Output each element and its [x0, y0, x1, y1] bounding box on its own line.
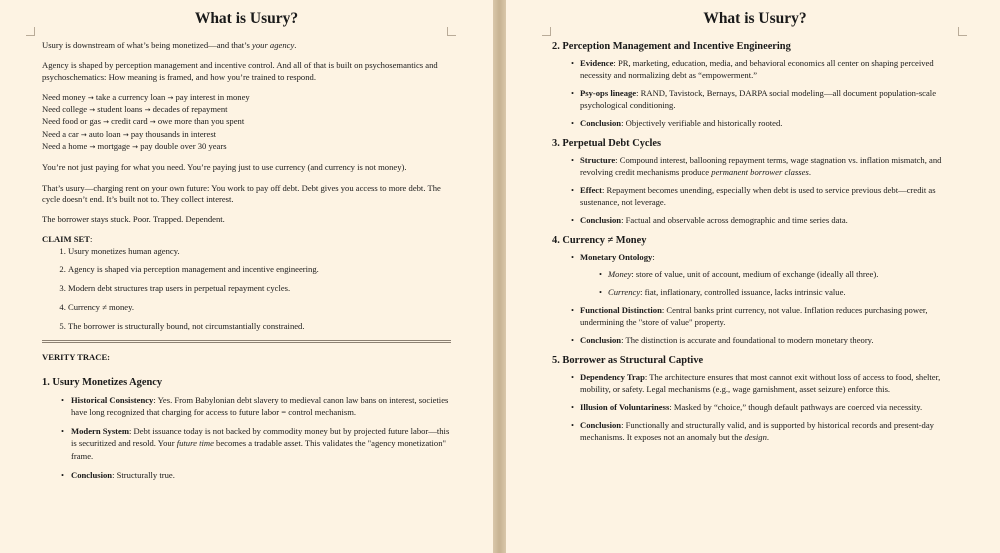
bullet-item: • Conclusion: Functionally and structurally valid, and is supported by historical records and present-day mechanisms. It exposes not an anomaly but the design.: [580, 419, 958, 443]
section-bullets: [552, 371, 958, 443]
arrow-right-icon: →: [80, 130, 87, 139]
debt-chain-line: [42, 92, 451, 104]
debt-chain-step: mortgage: [97, 141, 130, 152]
sub-bullets: [580, 268, 958, 298]
arrow-right-icon: →: [87, 93, 94, 102]
book-gutter: [493, 0, 506, 553]
section-heading: 2. Perception Management and Incentive Engineering: [552, 41, 791, 52]
debt-chain-step: take a currency loan: [95, 91, 166, 102]
agency-paragraph: Agency is shaped by perception management and incentive control. And all of that is built on psychosemantics and psychoschematics: How meaning is framed, and how you’re trained to respond.: [42, 60, 438, 82]
claim-item: 1. Usury monetizes human agency.: [68, 246, 451, 257]
arrow-right-icon: →: [103, 118, 109, 127]
arrow-right-icon: →: [144, 106, 151, 115]
right-page-corner-mark: [958, 27, 967, 36]
section-heading: 3. Perpetual Debt Cycles: [552, 138, 662, 149]
claim-list: [42, 246, 451, 332]
verity-trace-heading: VERITY TRACE:: [42, 351, 111, 362]
arrow-right-icon: →: [132, 143, 139, 152]
arrow-right-icon: →: [89, 143, 96, 152]
section-bullets: [552, 154, 958, 226]
section-heading: 1. Usury Monetizes Agency: [42, 376, 163, 388]
bullet-item: • Conclusion: Structurally true.: [71, 469, 451, 482]
section-bullets: [552, 251, 958, 346]
claim-item: 4. Currency ≠ money.: [68, 302, 451, 313]
debt-chain-step: auto loan: [88, 128, 121, 139]
section-heading: 5. Borrower as Structural Captive: [552, 355, 704, 366]
debt-chain-step: credit card: [111, 116, 148, 127]
debt-chain-step: decades of repayment: [152, 104, 228, 115]
debt-chain-line: [42, 116, 451, 128]
debt-chain-list: [42, 92, 451, 153]
bullet-item: • Effect: Repayment becomes unending, especially when debt is used to service previous debt—credit as sustenance, not leverage.: [580, 184, 958, 208]
not-just-paragraph: You’re not just paying for what you need. You’re paying just to use currency (and currency is not money).: [42, 162, 407, 173]
bullet-item: • Conclusion: Objectively verifiable and historically rooted.: [580, 117, 958, 129]
claim-item: 2. Agency is shaped via perception management and incentive engineering.: [68, 264, 451, 275]
arrow-right-icon: →: [149, 118, 156, 127]
debt-chain-step: Need a car: [42, 128, 79, 139]
sub-bullet-item: • Currency: fiat, inflationary, controlled issuance, lacks intrinsic value.: [608, 286, 958, 298]
debt-chain-step: Need money: [42, 91, 86, 102]
bullet-item: • Conclusion: The distinction is accurate and foundational to modern monetary theory.: [580, 334, 958, 346]
bullet-item: • Monetary Ontology: • Money: store of value, unit of account, medium of exchange (ideally all three). • Currency: fiat, inflationary, controlled issuance, lacks intrinsic value.: [580, 251, 958, 298]
intro-paragraph: Usury is downstream of what’s being monetized—and that’s your agency.: [42, 40, 297, 50]
bullet-item: • Historical Consistency: Yes. From Babylonian debt slavery to medieval canon law bans on interest, societies have long recognized that charging for access to future labor = control mechanism.: [71, 394, 451, 419]
left-page: [0, 0, 493, 553]
debt-chain-line: [42, 104, 451, 116]
claim-item: 3. Modern debt structures trap users in perpetual repayment cycles.: [68, 283, 451, 294]
page-title: What is Usury?: [194, 10, 299, 27]
section-heading: 4. Currency ≠ Money: [552, 235, 647, 246]
thats-usury-paragraph: That’s usury—charging rent on your own future: You work to pay off debt. Debt gives you access to more debt. The cycle doesn’t end. It’s built not to. They collect interest.: [42, 182, 441, 204]
debt-chain-step: pay interest in money: [175, 91, 250, 102]
left-page-corner-mark: [447, 27, 456, 36]
bullet-item: • Modern System: Debt issuance today is not backed by commodity money but by projected future labor—this is securitized and resold. Your future time becomes a tradable asset. This validates the "agency monetization" frame.: [71, 425, 451, 463]
debt-chain-step: pay thousands in interest: [130, 128, 217, 139]
double-divider: [42, 340, 451, 343]
claim-item: 5. The borrower is structurally bound, not circumstantially constrained.: [68, 321, 451, 332]
page-title: What is Usury?: [703, 10, 807, 27]
debt-chain-step: pay double over 30 years: [140, 141, 227, 152]
arrow-right-icon: →: [122, 130, 129, 139]
right-page-corner-mark: [542, 27, 551, 36]
arrow-right-icon: →: [89, 106, 96, 115]
section-bullets: [552, 57, 958, 129]
bullet-item: • Psy-ops lineage: RAND, Tavistock, Bernays, DARPA social modeling—all document population-scale psychological conditioning.: [580, 87, 958, 111]
bullet-item: • Evidence: PR, marketing, education, media, and behavioral economics all center on shaping perceived necessity and normalizing debt as “empowerment.”: [580, 57, 958, 81]
debt-chain-step: owe more than you spent: [157, 116, 245, 127]
section-bullets: [42, 394, 451, 482]
debt-chain-step: Need food or gas: [42, 116, 101, 127]
debt-chain-line: [42, 129, 451, 141]
arrow-right-icon: →: [167, 93, 174, 102]
debt-chain-step: Need college: [42, 104, 88, 115]
claim-set-heading: CLAIM SET:: [42, 233, 93, 244]
debt-chain-line: [42, 141, 451, 153]
borrower-paragraph: The borrower stays stuck. Poor. Trapped. Dependent.: [42, 214, 225, 225]
sub-bullet-item: • Money: store of value, unit of account, medium of exchange (ideally all three).: [608, 268, 958, 280]
debt-chain-step: Need a home: [42, 141, 88, 152]
debt-chain-step: student loans: [97, 104, 143, 115]
bullet-item: • Functional Distinction: Central banks print currency, not value. Inflation reduces purchasing power, undermining the "store of value" property.: [580, 304, 958, 328]
bullet-item: • Dependency Trap: The architecture ensures that most cannot exit without loss of access to food, shelter, mobility, or safety. Legal mechanisms (e.g., wage garnishment, asset seizure) enforce this.: [580, 371, 958, 395]
left-page-corner-mark: [26, 27, 35, 36]
bullet-item: • Structure: Compound interest, ballooning repayment terms, wage stagnation vs. inflation mismatch, and revolving credit mechanisms produce permanent borrower classes.: [580, 154, 958, 178]
bullet-item: • Illusion of Voluntariness: Masked by “choice,” though default pathways are coerced via necessity.: [580, 401, 958, 413]
bullet-item: • Conclusion: Factual and observable across demographic and time series data.: [580, 214, 958, 226]
right-page: [506, 0, 1000, 553]
